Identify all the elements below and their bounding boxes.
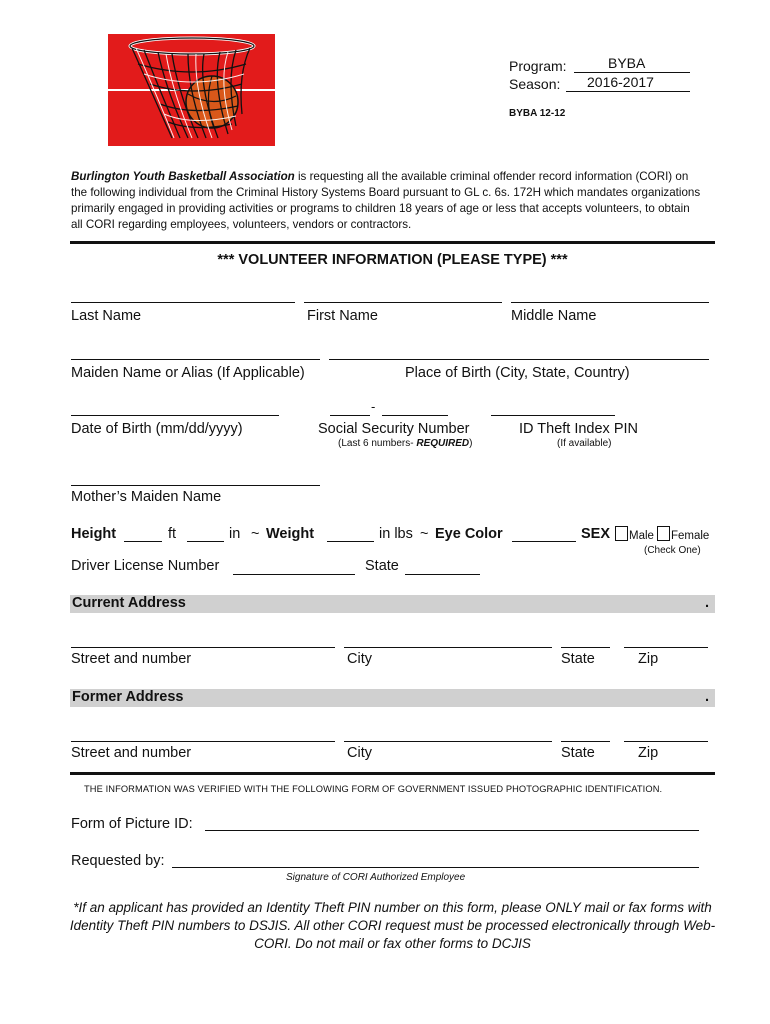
form-code: BYBA 12-12 (509, 108, 566, 119)
id-pin-label: ID Theft Index PIN (519, 421, 639, 437)
current-address-dot: . (705, 595, 710, 611)
season-value: 2016-2017 (587, 74, 654, 90)
former-zip-label: Zip (638, 745, 659, 761)
female-checkbox[interactable] (657, 526, 670, 541)
mothers-maiden-label: Mother’s Maiden Name (71, 489, 222, 505)
intro-paragraph (71, 169, 703, 233)
ssn-part2-line[interactable] (382, 415, 448, 416)
ft-label: ft (168, 526, 177, 542)
current-state-label: State (561, 651, 595, 667)
id-pin-note: (If available) (557, 438, 612, 449)
middle-name-line[interactable] (511, 302, 709, 303)
middle-name-label: Middle Name (511, 308, 597, 324)
current-street-line[interactable] (71, 647, 335, 648)
former-city-label: City (347, 745, 372, 761)
in-label: in (229, 526, 241, 542)
first-name-label: First Name (307, 308, 378, 324)
season-line (566, 91, 690, 92)
org-name: Burlington Youth Basketball Association (71, 170, 295, 183)
place-of-birth-line[interactable] (329, 359, 709, 360)
current-zip-label: Zip (638, 651, 659, 667)
former-address-title: Former Address (72, 689, 184, 705)
footer-note: *If an applicant has provided an Identity Theft PIN number on this form, please ONLY mail or fax forms with Identity Theft PIN numbers to DSJIS. All other CORI request must be processed electronically through Web-CORI. Do not mail or fax other forms to DCJIS (69, 900, 716, 951)
former-state-label: State (561, 745, 595, 761)
current-zip-line[interactable] (624, 647, 708, 648)
last-name-line[interactable] (71, 302, 295, 303)
former-address-dot: . (705, 689, 710, 705)
season-label: Season: (509, 76, 561, 92)
check-one-note: (Check One) (644, 545, 701, 556)
male-checkbox[interactable] (615, 526, 628, 541)
weight-label: Weight (266, 526, 315, 542)
last-name-label: Last Name (71, 308, 142, 324)
program-line (574, 72, 690, 73)
sex-options (612, 526, 709, 542)
divider-top (70, 241, 715, 244)
driver-license-line[interactable] (233, 574, 355, 575)
current-state-line[interactable] (561, 647, 610, 648)
dob-label: Date of Birth (mm/dd/yyyy) (71, 421, 243, 437)
requested-by-label: Requested by: (71, 853, 165, 869)
intro-text: is requesting all the available criminal offender record information (CORI) on the following individual from the Criminal History Systems Board pursuant to GL c. 6s. 172H which mandates organizations primarily engaged in providing activities or programs to children 18 years of age or less that accepts volunteers, to obtain all CORI regarding employees, volunteers, vendors or contractors. (71, 170, 701, 231)
ssn-part1-line[interactable] (330, 415, 370, 416)
logo (108, 34, 275, 146)
current-city-line[interactable] (344, 647, 552, 648)
former-zip-line[interactable] (624, 741, 708, 742)
tilde-2: ~ (420, 526, 429, 542)
female-label: Female (670, 530, 710, 542)
eye-color-label: Eye Color (435, 526, 503, 542)
ssn-dash: - (371, 399, 376, 414)
former-city-line[interactable] (344, 741, 552, 742)
mothers-maiden-line[interactable] (71, 485, 320, 486)
maiden-name-label: Maiden Name or Alias (If Applicable) (71, 365, 305, 381)
program-value: BYBA (608, 55, 646, 71)
place-of-birth-label: Place of Birth (City, State, Country) (405, 365, 630, 381)
former-street-line[interactable] (71, 741, 335, 742)
tilde-1: ~ (251, 526, 260, 542)
program-label: Program: (509, 58, 567, 74)
height-in-line[interactable] (187, 541, 224, 542)
height-label: Height (71, 526, 117, 542)
divider-bottom (70, 772, 715, 775)
in-lbs-label: in lbs (379, 526, 413, 542)
eye-color-line[interactable] (512, 541, 576, 542)
sex-label: SEX (581, 526, 611, 542)
ssn-note: (Last 6 numbers- REQUIRED) (338, 438, 473, 449)
current-street-label: Street and number (71, 651, 192, 667)
form-of-id-line[interactable] (205, 830, 699, 831)
ssn-label: Social Security Number (318, 421, 470, 437)
signature-caption: Signature of CORI Authorized Employee (286, 872, 466, 883)
driver-license-label: Driver License Number (71, 558, 220, 574)
current-city-label: City (347, 651, 372, 667)
id-pin-line[interactable] (491, 415, 615, 416)
maiden-name-line[interactable] (71, 359, 320, 360)
weight-line[interactable] (327, 541, 374, 542)
requested-by-line[interactable] (172, 867, 699, 868)
first-name-line[interactable] (304, 302, 502, 303)
section-title: *** VOLUNTEER INFORMATION (PLEASE TYPE) *** (217, 252, 568, 268)
former-street-label: Street and number (71, 745, 192, 761)
dl-state-line[interactable] (405, 574, 480, 575)
verification-statement: THE INFORMATION WAS VERIFIED WITH THE FOLLOWING FORM OF GOVERNMENT ISSUED PHOTOGRAPHIC IDENTIFICATION. (84, 784, 663, 794)
current-address-title: Current Address (72, 595, 186, 611)
form-of-id-label: Form of Picture ID: (71, 816, 193, 832)
former-state-line[interactable] (561, 741, 610, 742)
dl-state-label: State (365, 558, 399, 574)
dob-line[interactable] (71, 415, 279, 416)
height-ft-line[interactable] (124, 541, 162, 542)
male-label: Male (629, 530, 654, 542)
